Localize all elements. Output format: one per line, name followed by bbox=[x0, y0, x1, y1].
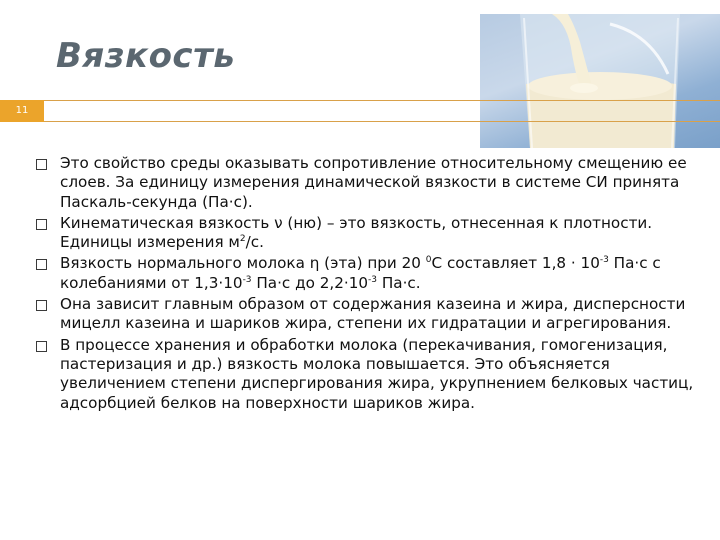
bullet-text: Вязкость нормального молока η (эта) при 20 bbox=[60, 254, 426, 273]
square-bullet-icon bbox=[36, 341, 47, 352]
bullet-text: Кинематическая вязкость ν (ню) – это вязкость, отнесенная к плотности. Единицы измерения м bbox=[60, 213, 653, 252]
superscript: -3 bbox=[368, 274, 378, 285]
square-bullet-icon bbox=[36, 300, 47, 311]
bullet-text-tail: /с. bbox=[245, 233, 264, 252]
page-title: Вязкость bbox=[56, 36, 236, 76]
bullet-text: Па·с с колебаниями от 1,3·10 bbox=[60, 254, 661, 292]
superscript: 2 bbox=[239, 234, 246, 245]
list-item bbox=[36, 214, 696, 253]
list-item bbox=[36, 295, 696, 334]
list-item bbox=[36, 154, 696, 212]
square-bullet-icon bbox=[36, 259, 47, 270]
square-bullet-icon bbox=[36, 159, 47, 170]
bullet-text: В процессе хранения и обработки молока (перекачивания, гомогенизация, пастеризация и др.) вязкость молока повышается. Это объясняется увеличением степени диспергирования жира, укрупнением белковых частиц, адсорбцией белков на поверхности шариков жира. bbox=[60, 335, 694, 412]
bullet-text: Она зависит главным образом от содержания казеина и жира, дисперсности мицелл казеина и шариков жира, степени их гидратации и агрегирования. bbox=[60, 295, 686, 333]
milk-glass-icon bbox=[480, 14, 720, 148]
square-bullet-icon bbox=[36, 219, 47, 230]
superscript: 0 bbox=[425, 255, 432, 266]
bullet-text: С составляет 1,8 · 10 bbox=[431, 254, 600, 273]
superscript: -3 bbox=[599, 255, 609, 266]
bullet-text: Па·с до 2,2·10 bbox=[251, 273, 369, 292]
superscript: -3 bbox=[242, 274, 252, 285]
bullet-text: Это свойство среды оказывать сопротивление относительному смещению ее слоев. За единицу измерения динамической вязкости в системе СИ принята Паскаль-секунда (Па·с). bbox=[60, 154, 687, 211]
bullet-text: Па·с. bbox=[377, 273, 421, 292]
slide-number: 11 bbox=[0, 100, 44, 122]
list-item bbox=[36, 254, 696, 293]
milk-glass-image bbox=[480, 14, 720, 148]
bullet-list bbox=[36, 154, 696, 415]
list-item bbox=[36, 336, 696, 413]
header-band-line bbox=[44, 100, 720, 122]
